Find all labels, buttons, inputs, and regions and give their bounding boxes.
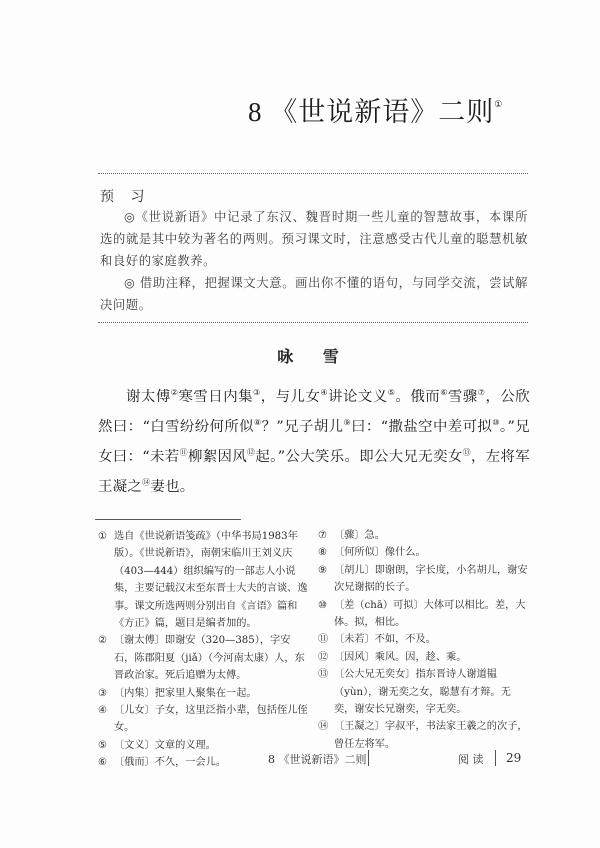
text-segment: ？”兄子胡儿 <box>261 419 344 435</box>
footnote-item <box>98 632 308 684</box>
footer-separator <box>368 750 369 766</box>
footnote-text: 〔文义〕文章的义理。 <box>114 739 216 751</box>
footnote-item <box>318 666 528 718</box>
footer-section-label: 阅 读 <box>458 753 484 766</box>
footnote-number: ⑬ <box>318 669 329 681</box>
footnote-text: 〔差（chā）可拟〕大体可以相比。差，大体。拟，相比。 <box>334 599 526 629</box>
text-segment: 曰：“撒盐空中差可拟 <box>351 419 493 435</box>
footnote-text: 〔俄而〕不久，一会儿。 <box>114 757 227 769</box>
footnote-text: 〔胡儿〕即谢朗，字长度，小名胡儿，谢安次兄谢据的长子。 <box>334 564 528 594</box>
footnote-text: 选自《世说新语笺疏》（中华书局1983年版）。《世说新语》，南朝宋临川王刘义庆（403—444）组织编写的一部志人小说集，主要记载汉末至东晋士大夫的言谈、逸事。课文所选两则分别出自《言语》篇和《方正》篇，题目是编者加的。 <box>114 531 308 630</box>
text-segment: ，与儿女 <box>260 389 321 405</box>
text-segment: 。”兄女曰：“未若 <box>98 419 530 465</box>
text-segment: ，公欣然曰：“白雪纷纷何所似 <box>98 389 530 435</box>
text-subtitle: 咏 雪 <box>277 347 351 366</box>
footnote-ref: ③ <box>253 388 261 397</box>
footnote-ref: ⑦ <box>477 388 486 397</box>
footnote-item <box>318 527 528 544</box>
footnotes-right-column <box>318 527 528 753</box>
footnote-number: ⑧ <box>318 547 328 559</box>
footnote-text: 〔内集〕把家里人聚集在一起。 <box>114 687 257 699</box>
text-segment: 柳絮因风 <box>187 449 247 465</box>
text-segment: ，左将军王凝之 <box>98 449 530 495</box>
footnote-item <box>318 631 528 648</box>
footnote-ref: ② <box>170 388 179 397</box>
footnote-item <box>98 685 308 702</box>
footnote-number: ⑨ <box>318 564 328 576</box>
footnote-number: ② <box>98 635 108 647</box>
footnote-text: 〔谢太傅〕即谢安（320—385），字安石，陈郡阳夏（jiǎ）（今河南太康）人，东晋政治家。死后追赠为太傅。 <box>114 635 305 682</box>
classical-text-body <box>98 380 530 500</box>
footnote-ref: ⑧ <box>253 418 262 427</box>
footnote-number: ① <box>98 531 108 542</box>
footnote-number: ⑥ <box>98 757 108 769</box>
footnote-text: 〔未若〕不如，不及。 <box>334 634 436 646</box>
text-segment: 雪骤 <box>447 389 478 405</box>
footnote-ref: ⑭ <box>142 478 151 487</box>
footnote-number: ⑤ <box>98 739 108 751</box>
lesson-title: 8 《世说新语》二则① <box>248 97 504 127</box>
preview-heading: 预 习 <box>100 189 151 205</box>
footnote-rule <box>95 519 241 520</box>
preview-paragraph-1: ◎《世说新语》中记录了东汉、魏晋时期一些儿童的智慧故事，本课所选的就是其中较为著名的两则。预习课文时，注意感受古代儿童的聪慧机敏和良好的家庭教养。 <box>100 210 528 268</box>
footnote-ref: ⑩ <box>492 418 500 427</box>
text-segment: 谢太傅 <box>126 389 171 405</box>
footnote-text: 〔何所似〕像什么。 <box>334 547 426 559</box>
footer-lesson-label: 8 《世说新语》二则 <box>268 753 367 766</box>
text-segment: 起。”公大笑乐。即公大兄无奕女 <box>255 449 463 465</box>
footnote-ref: ⑨ <box>343 418 352 427</box>
footnote-number: ⑭ <box>318 721 329 733</box>
footnote-number: ④ <box>98 705 108 717</box>
footnote-item <box>318 544 528 561</box>
footnote-item <box>98 702 308 737</box>
footnote-item <box>318 597 528 632</box>
text-segment: 。俄而 <box>395 389 441 405</box>
footnote-ref: ⑤ <box>387 388 396 397</box>
footnote-item <box>318 718 528 753</box>
footnote-text: 〔儿女〕子女，这里泛指小辈，包括侄儿侄女。 <box>114 705 308 734</box>
footnote-text: 〔公大兄无奕女〕指东晋诗人谢道韫（yùn），谢无奕之女，聪慧有才辩。无奕，谢安长兄谢奕，字无奕。 <box>334 669 511 716</box>
title-footnote-mark: ① <box>494 99 504 109</box>
footnote-item <box>98 528 308 632</box>
footer-separator <box>495 750 496 766</box>
footnote-item <box>318 562 528 597</box>
footnote-text: 〔骤〕急。 <box>334 530 385 541</box>
footnote-ref: ④ <box>320 388 329 397</box>
footnote-ref: ⑬ <box>462 448 471 457</box>
page-number: 29 <box>506 751 522 765</box>
footnote-number: ⑦ <box>318 530 328 541</box>
footnote-ref: ⑫ <box>247 448 256 457</box>
dotted-divider-top <box>98 173 528 174</box>
text-segment: 讲论文义 <box>328 389 388 405</box>
footnotes-left-column <box>98 528 308 772</box>
preview-paragraph-2: ◎ 借助注释，把握课文大意。画出你不懂的语句，与同学交流，尝试解决问题。 <box>100 276 528 312</box>
footnote-number: ③ <box>98 687 108 699</box>
footnote-number: ⑫ <box>318 651 329 663</box>
footnote-ref: ⑪ <box>179 448 188 457</box>
dotted-divider-bottom <box>98 322 528 323</box>
footnote-number: ⑩ <box>318 599 328 611</box>
footnote-number: ⑪ <box>318 634 329 646</box>
text-segment: 寒雪日内集 <box>178 389 254 405</box>
text-segment: 妻也。 <box>150 479 195 495</box>
footnote-text: 〔王凝之〕字叔平，书法家王羲之的次子，曾任左将军。 <box>334 721 528 750</box>
footnote-item <box>318 649 528 666</box>
footnote-ref: ⑥ <box>440 388 448 397</box>
footnote-text: 〔因风〕乘风。因，趁、乘。 <box>334 651 467 663</box>
